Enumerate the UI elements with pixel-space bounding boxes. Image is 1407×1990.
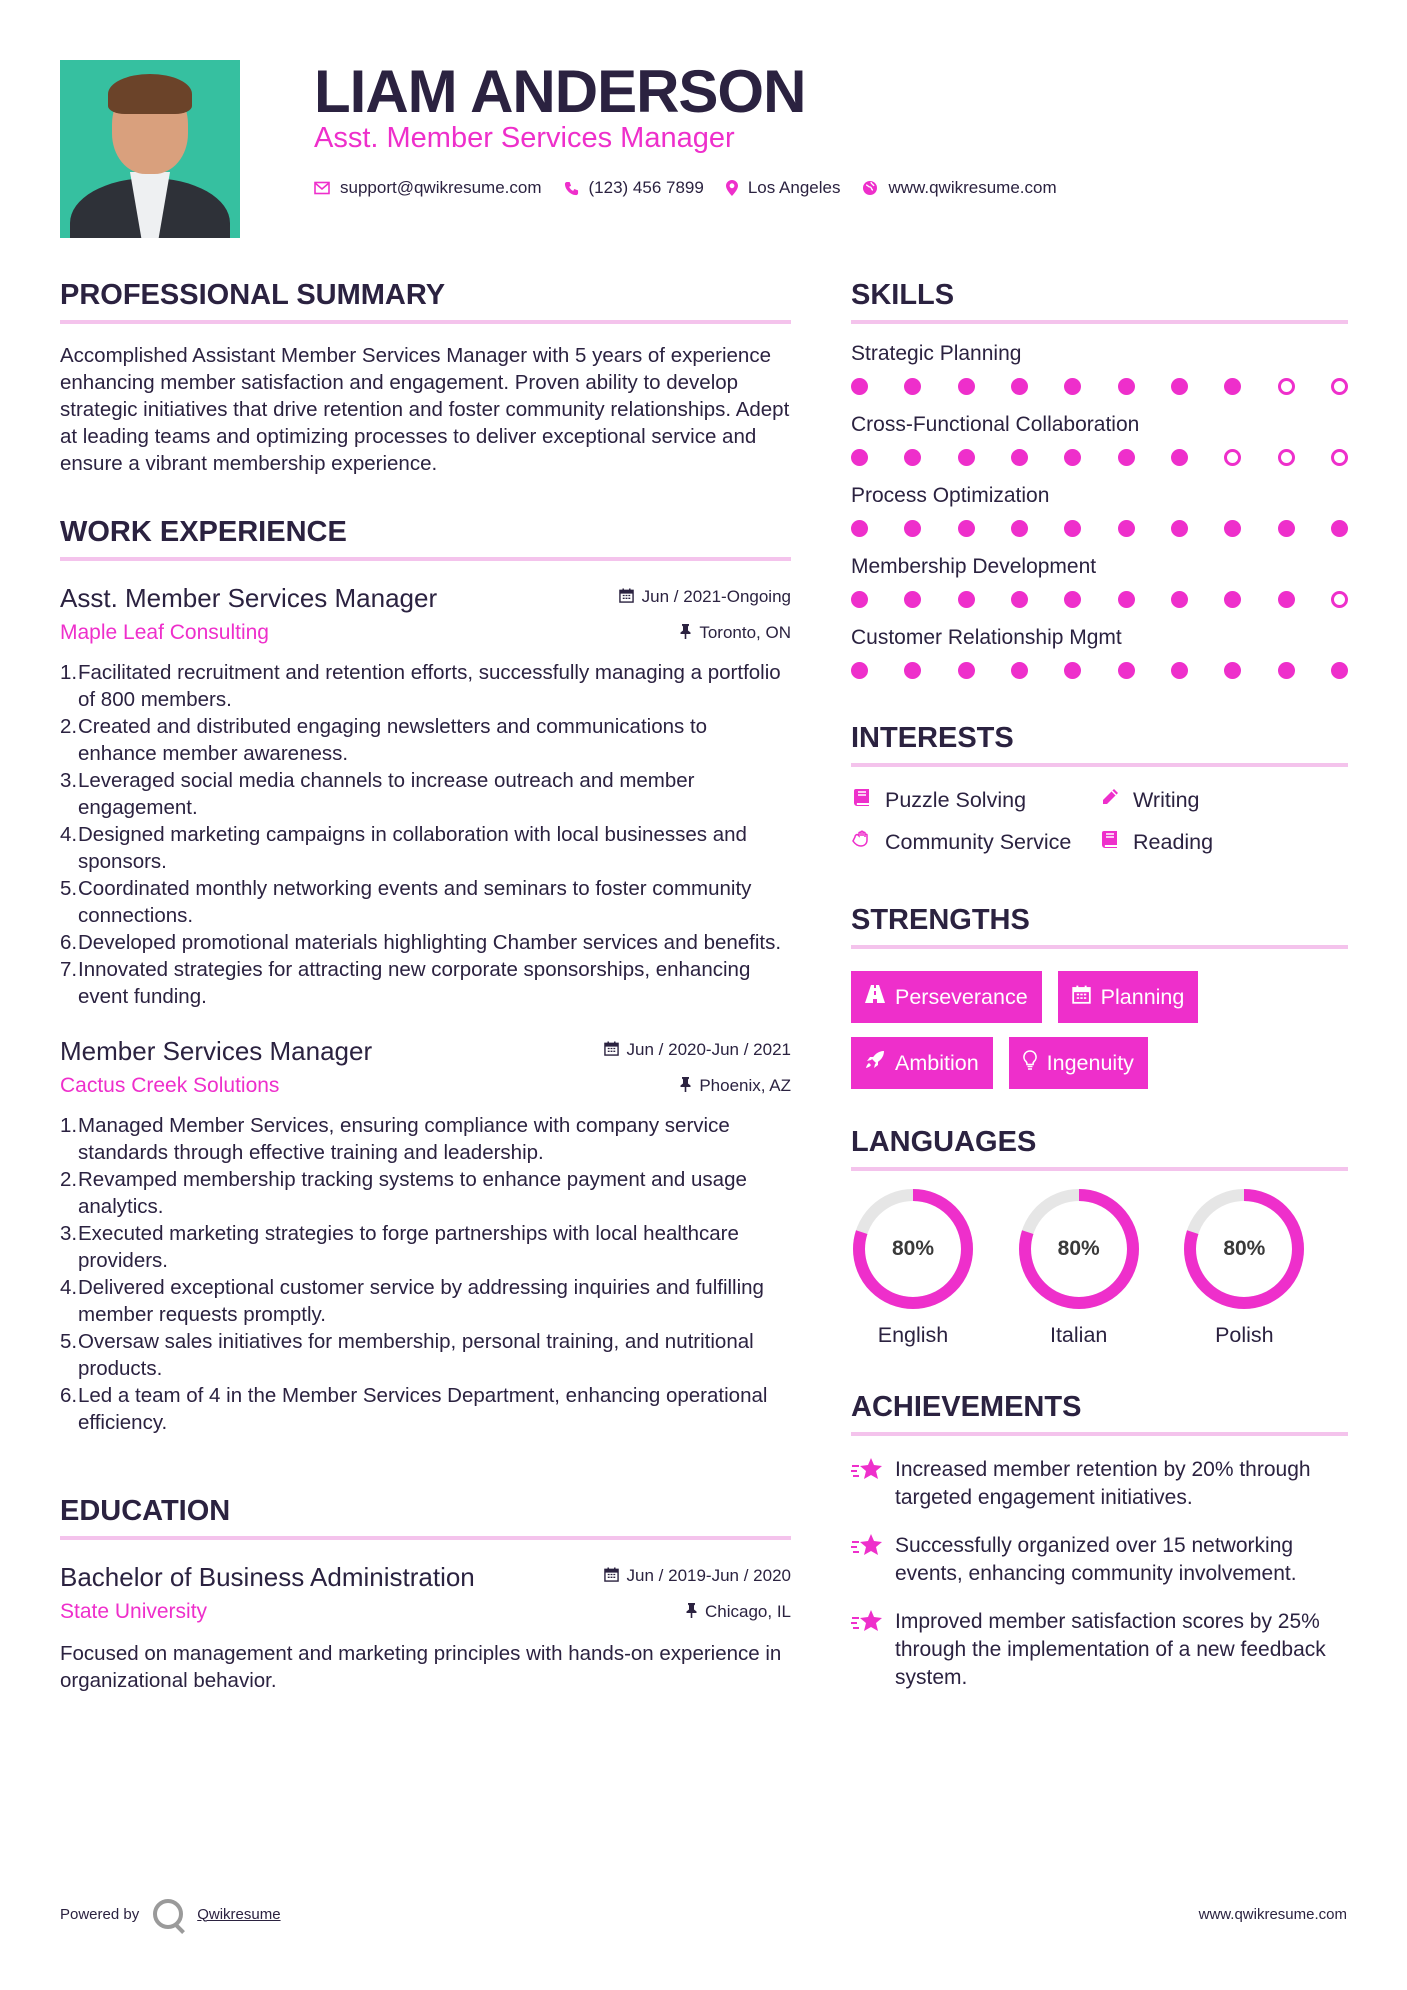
pushpin-icon — [680, 1077, 691, 1096]
job-date-text: Jun / 2020-Jun / 2021 — [626, 1040, 791, 1059]
job-company: Maple Leaf Consulting — [60, 621, 269, 644]
rating-dot-empty — [1278, 449, 1295, 466]
helping-hand-icon — [851, 829, 873, 855]
job-title: Member Services Manager — [60, 1036, 373, 1066]
skill-item — [851, 482, 1348, 537]
language-name: Polish — [1215, 1323, 1274, 1347]
shooting-star-icon — [851, 1608, 895, 1692]
job-date-text: Jun / 2021-Ongoing — [641, 587, 791, 606]
strength-tag: Perseverance — [851, 971, 1042, 1023]
job-location — [680, 1076, 791, 1096]
school: State University — [60, 1600, 208, 1623]
skill-rating — [851, 591, 1348, 608]
job-location-text: Phoenix, AZ — [699, 1076, 791, 1095]
rating-dot-filled — [958, 449, 975, 466]
calendar-icon — [604, 1041, 619, 1060]
puzzle-book-icon — [851, 787, 873, 813]
rating-dot-filled — [1064, 662, 1081, 679]
contact-email[interactable]: support@qwikresume.com — [340, 178, 542, 197]
language-item — [1182, 1187, 1348, 1348]
rocket-icon — [865, 1050, 885, 1076]
job-location — [680, 623, 791, 643]
achievements-list — [851, 1456, 1348, 1692]
skill-name: Cross-Functional Collaboration — [851, 413, 1140, 436]
summary-heading: PROFESSIONAL SUMMARY — [60, 270, 791, 324]
achievement-item: Increased member retention by 20% through targeted engagement initiatives. — [851, 1456, 1348, 1512]
rating-dot-filled — [958, 378, 975, 395]
job-entry — [60, 1034, 791, 1436]
interests-heading: INTERESTS — [851, 713, 1348, 767]
rating-dot-filled — [958, 520, 975, 537]
rating-dot-filled — [1331, 520, 1348, 537]
skill-name: Membership Development — [851, 555, 1097, 578]
education-date — [604, 1566, 791, 1586]
language-name: Italian — [1049, 1323, 1108, 1347]
skills-heading: SKILLS — [851, 270, 1348, 324]
list-item: 1. Facilitated recruitment and retention efforts, successfully managing a portfolio of 800 members. — [60, 661, 781, 711]
rating-dot-filled — [1171, 378, 1188, 395]
summary-text: Accomplished Assistant Member Services Manager with 5 years of experience enhancing member satisfaction and engagement. Proven ability to develop strategic initiatives that drive retention and foster community relationships. Adept at leading teams and optimizing processes to deliver exceptional service and ensure a vibrant membership experience. — [60, 344, 790, 475]
interests-list — [851, 787, 1348, 855]
strength-tag: Ingenuity — [1009, 1037, 1148, 1089]
language-name: English — [877, 1323, 949, 1347]
rating-dot-filled — [1011, 378, 1028, 395]
rating-dot-filled — [1011, 520, 1028, 537]
job-company: Cactus Creek Solutions — [60, 1074, 280, 1097]
brand-link[interactable]: Qwikresume — [197, 1905, 281, 1923]
qwikresume-logo-icon — [153, 1899, 183, 1929]
rating-dot-filled — [1118, 449, 1135, 466]
rating-dot-filled — [958, 591, 975, 608]
rating-dot-filled — [851, 449, 868, 466]
rating-dot-filled — [1171, 449, 1188, 466]
rating-dot-filled — [1118, 662, 1135, 679]
achievement-item: Successfully organized over 15 networking events, enhancing community involvement. — [851, 1532, 1348, 1588]
rating-dot-filled — [1064, 591, 1081, 608]
map-pin-icon — [726, 180, 738, 196]
interest-item: Writing — [1099, 787, 1348, 813]
language-progress-ring — [1017, 1187, 1141, 1311]
list-item: 3. Leveraged social media channels to increase outreach and member engagement. — [60, 769, 695, 819]
list-item: 4. Delivered exceptional customer service by addressing inquiries and fulfilling member requests promptly. — [60, 1276, 764, 1326]
job-entry — [60, 581, 791, 1010]
rating-dot-filled — [1118, 591, 1135, 608]
rating-dot-filled — [958, 662, 975, 679]
skill-item — [851, 553, 1348, 608]
strength-tag: Planning — [1058, 971, 1199, 1023]
rating-dot-filled — [904, 662, 921, 679]
strengths-list — [851, 971, 1251, 1089]
rating-dot-filled — [1224, 662, 1241, 679]
language-progress-ring — [851, 1187, 975, 1311]
pushpin-icon — [680, 624, 691, 643]
rating-dot-filled — [1171, 520, 1188, 537]
rating-dot-filled — [1011, 449, 1028, 466]
shooting-star-icon — [851, 1456, 895, 1512]
skill-item — [851, 624, 1348, 679]
language-item — [851, 1187, 1017, 1348]
rating-dot-filled — [851, 520, 868, 537]
left-column — [60, 270, 791, 1694]
contact-bar — [314, 178, 1079, 198]
strength-tag: Ambition — [851, 1037, 993, 1089]
pushpin-icon — [686, 1603, 697, 1622]
shooting-star-icon — [851, 1532, 895, 1588]
contact-website[interactable]: www.qwikresume.com — [888, 178, 1057, 197]
skills-list — [851, 340, 1348, 679]
job-date — [619, 587, 791, 607]
list-item: 5. Oversaw sales initiatives for membership, personal training, and nutritional products. — [60, 1330, 754, 1380]
interest-item: Community Service — [851, 829, 1099, 855]
powered-by-label: Powered by — [60, 1905, 140, 1923]
list-item: 6. Developed promotional materials highlighting Chamber services and benefits. — [60, 931, 782, 954]
calendar-icon — [1072, 985, 1091, 1010]
skill-name: Customer Relationship Mgmt — [851, 626, 1122, 649]
achievement-item: Improved member satisfaction scores by 25% through the implementation of a new feedback system. — [851, 1608, 1348, 1692]
rating-dot-filled — [1171, 591, 1188, 608]
rating-dot-filled — [1278, 662, 1295, 679]
book-icon — [1099, 829, 1121, 855]
language-item — [1017, 1187, 1183, 1348]
job-location-text: Toronto, ON — [699, 623, 791, 642]
degree: Bachelor of Business Administration — [60, 1562, 475, 1592]
calendar-icon — [619, 588, 634, 607]
rating-dot-empty — [1331, 591, 1348, 608]
contact-location: Los Angeles — [747, 178, 841, 197]
rating-dot-filled — [1331, 662, 1348, 679]
list-item: 1. Managed Member Services, ensuring compliance with company service standards through effective training and leadership. — [60, 1114, 730, 1164]
rating-dot-filled — [1224, 520, 1241, 537]
globe-icon — [862, 180, 878, 196]
rating-dot-filled — [1064, 520, 1081, 537]
rating-dot-filled — [1171, 662, 1188, 679]
achievements-heading: ACHIEVEMENTS — [851, 1382, 1348, 1436]
skill-item — [851, 411, 1348, 466]
rating-dot-filled — [904, 520, 921, 537]
rating-dot-filled — [1224, 378, 1241, 395]
rating-dot-filled — [1011, 662, 1028, 679]
interest-item: Reading — [1099, 829, 1348, 855]
rating-dot-filled — [1278, 520, 1295, 537]
education-date-text: Jun / 2019-Jun / 2020 — [626, 1566, 791, 1585]
skill-rating — [851, 449, 1348, 466]
rating-dot-empty — [1331, 449, 1348, 466]
rating-dot-empty — [1331, 378, 1348, 395]
job-date — [604, 1040, 791, 1060]
contact-phone[interactable]: (123) 456 7899 — [588, 178, 704, 197]
right-column — [851, 270, 1348, 1712]
list-item: 4. Designed marketing campaigns in collaboration with local businesses and sponsors. — [60, 823, 747, 873]
profile-photo — [60, 60, 240, 238]
pencil-icon — [1099, 787, 1121, 813]
job-bullets — [60, 1112, 791, 1436]
rating-dot-filled — [1064, 378, 1081, 395]
list-item: 7. Innovated strategies for attracting new corporate sponsorships, enhancing event funding. — [60, 958, 751, 1008]
skill-name: Process Optimization — [851, 484, 1050, 507]
candidate-name: LIAM ANDERSON — [314, 58, 806, 125]
skill-name: Strategic Planning — [851, 342, 1022, 365]
education-location — [686, 1602, 791, 1622]
rating-dot-filled — [1224, 591, 1241, 608]
rating-dot-empty — [1224, 449, 1241, 466]
rating-dot-filled — [904, 449, 921, 466]
language-percent: 80% — [1223, 1237, 1266, 1260]
phone-icon — [564, 181, 579, 196]
calendar-icon — [604, 1567, 619, 1586]
rating-dot-filled — [1118, 378, 1135, 395]
skill-rating — [851, 520, 1348, 537]
education-location-text: Chicago, IL — [705, 1602, 791, 1621]
lightbulb-icon — [1023, 1050, 1037, 1076]
rating-dot-filled — [851, 591, 868, 608]
language-progress-ring — [1182, 1187, 1306, 1311]
interest-item: Puzzle Solving — [851, 787, 1099, 813]
languages-heading: LANGUAGES — [851, 1117, 1348, 1171]
list-item: 3. Executed marketing strategies to forge partnerships with local healthcare providers. — [60, 1222, 739, 1272]
education-entry — [60, 1560, 791, 1694]
rating-dot-filled — [904, 378, 921, 395]
language-percent: 80% — [1057, 1237, 1100, 1260]
road-icon — [865, 985, 885, 1009]
job-title: Asst. Member Services Manager — [60, 583, 438, 613]
job-bullets — [60, 659, 791, 1010]
rating-dot-filled — [851, 662, 868, 679]
candidate-title: Asst. Member Services Manager — [314, 122, 735, 154]
rating-dot-filled — [1118, 520, 1135, 537]
language-percent: 80% — [891, 1237, 935, 1260]
footer — [60, 1896, 1347, 1932]
skill-rating — [851, 662, 1348, 679]
list-item: 2. Revamped membership tracking systems to enhance payment and usage analytics. — [60, 1168, 747, 1218]
list-item: 2. Created and distributed engaging newsletters and communications to enhance member awareness. — [60, 715, 708, 765]
languages-list — [851, 1187, 1348, 1348]
rating-dot-filled — [1278, 591, 1295, 608]
rating-dot-filled — [904, 591, 921, 608]
education-description: Focused on management and marketing principles with hands-on experience in organizational behavior. — [60, 1642, 782, 1692]
rating-dot-filled — [851, 378, 868, 395]
envelope-icon — [314, 181, 330, 195]
education-heading: EDUCATION — [60, 1486, 791, 1540]
footer-website[interactable]: www.qwikresume.com — [1198, 1905, 1347, 1923]
rating-dot-empty — [1278, 378, 1295, 395]
list-item: 5. Coordinated monthly networking events and seminars to foster community connections. — [60, 877, 752, 927]
rating-dot-filled — [1064, 449, 1081, 466]
list-item: 6. Led a team of 4 in the Member Services Department, enhancing operational efficiency. — [60, 1384, 768, 1434]
experience-heading: WORK EXPERIENCE — [60, 507, 791, 561]
rating-dot-filled — [1011, 591, 1028, 608]
skill-rating — [851, 378, 1348, 395]
strengths-heading: STRENGTHS — [851, 895, 1348, 949]
skill-item — [851, 340, 1348, 395]
